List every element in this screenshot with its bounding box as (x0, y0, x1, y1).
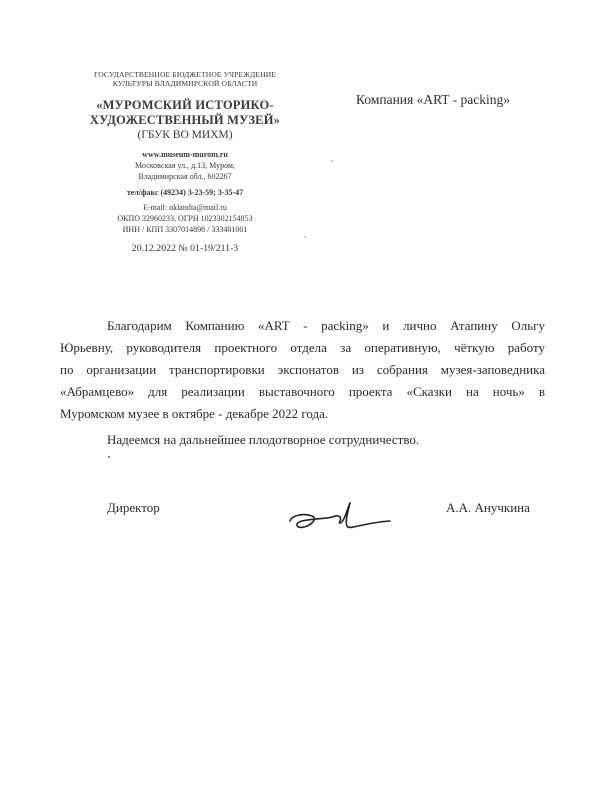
okpo-ogrn: ОКПО 32960233, ОГРН 1023302154853 (117, 214, 253, 223)
email: E-mail: oklandia@mail.ru (143, 203, 227, 212)
body-paragraph-2: Надеемся на дальнейшее плодотворное сотрудничество. (107, 432, 420, 447)
letter-body (60, 315, 545, 451)
address-line-2: Владимирская обл., 602267 (138, 172, 232, 181)
body-line-2: Юрьевну, руководителя проектного отдела за оперативную, чёткую работу (60, 340, 545, 355)
handwritten-signature (282, 497, 392, 547)
address-line-1: Московская ул., д.13, Муром, (135, 161, 235, 170)
museum-abbreviation: (ГБУК ВО МИХМ) (137, 129, 233, 141)
org-line-2: КУЛЬТУРЫ ВЛАДИМИРСКОЙ ОБЛАСТИ (112, 79, 258, 88)
org-line-1: ГОСУДАРСТВЕННОЕ БЮДЖЕТНОЕ УЧРЕЖДЕНИЕ (93, 70, 277, 79)
museum-name-line-2: ХУДОЖЕСТВЕННЫЙ МУЗЕЙ» (89, 113, 281, 127)
body-line-5: Муромском музее в октябре - декабре 2022 года. (60, 406, 329, 421)
body-line-1: Благодарим Компанию «ART - packing» и лично Атапину Ольгу (107, 318, 545, 333)
scan-speck (331, 160, 333, 162)
phone-fax: тел/факс (49234) 3-23-59; 3-35-47 (126, 188, 244, 197)
website: www.museum-murom.ru (142, 150, 228, 159)
signatory-title: Директор (107, 500, 160, 515)
body-line-3: по организации транспортировки экспонатов из собрания музея-заповедника (60, 362, 545, 377)
signatory-name: А.А. Анучкина (446, 500, 530, 515)
recipient: Компания «ART - packing» (356, 92, 511, 107)
museum-name-line-1: «МУРОМСКИЙ ИСТОРИКО- (96, 98, 274, 112)
inn-kpp: ИНН / КПП 3307014898 / 333401001 (122, 225, 248, 234)
date-and-number: 20.12.2022 № 01-19/211-3 (131, 243, 239, 254)
body-paragraph-1 (60, 315, 545, 425)
body-line-4: «Абрамцево» для реализации выставочного проекта «Сказки на ночь» в (60, 384, 545, 399)
ink-speck (108, 456, 110, 458)
letterhead (60, 70, 310, 255)
scan-speck (304, 236, 306, 238)
